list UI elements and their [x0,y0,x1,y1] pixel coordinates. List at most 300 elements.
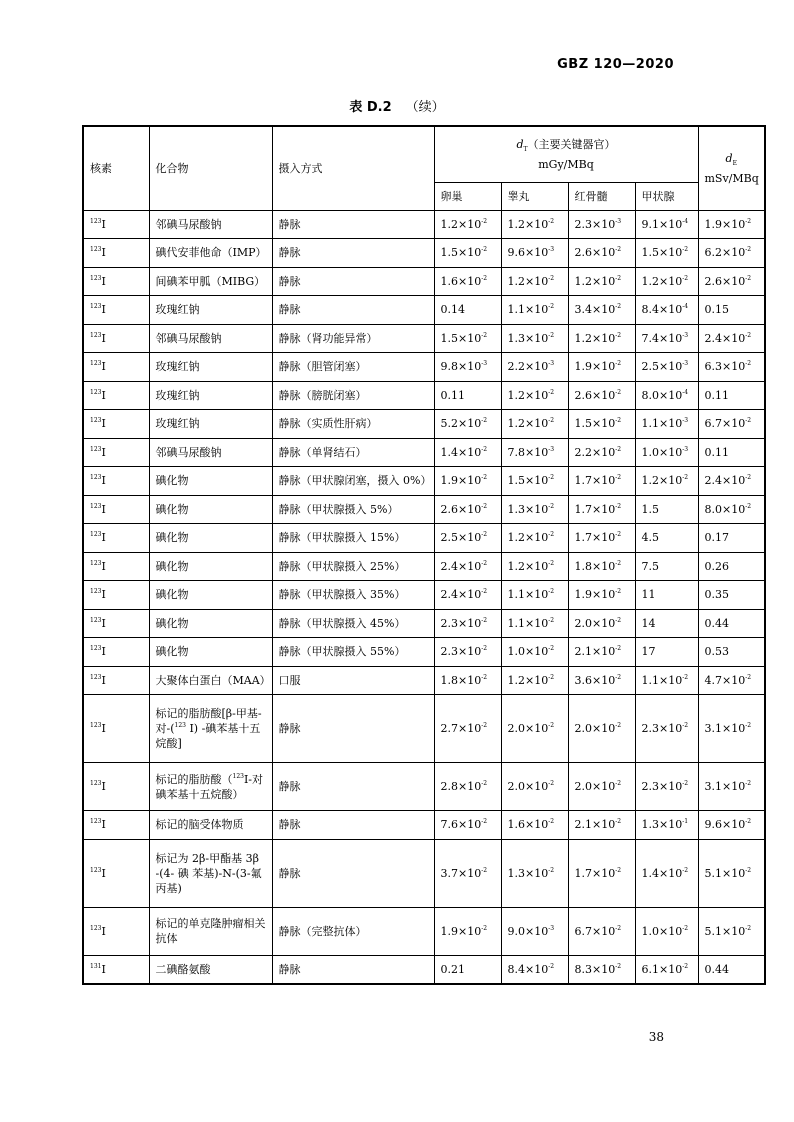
value-cell [434,839,501,907]
value-cell [635,467,698,496]
route-cell: 静脉（肾功能异常） [272,324,434,353]
table-row [83,695,765,763]
value-exponent: -2 [548,331,555,339]
value-exponent: -2 [615,331,622,339]
value-cell [501,495,568,524]
value-exponent: -2 [682,722,689,729]
compound-cell: 碘化物 [149,495,272,524]
value-cell [698,552,765,581]
value-exponent: -3 [548,360,555,368]
table-row [83,267,765,296]
value-mantissa: 1.2×10 [574,274,616,288]
value-cell [501,296,568,325]
route-cell: 静脉（甲状腺摄入 25%） [272,552,434,581]
value-cell [635,839,698,907]
nuclide-cell [83,666,149,695]
value-cell [568,907,635,955]
mass-number: 123 [90,417,102,425]
value-mantissa: 0.17 [704,531,729,545]
value-mantissa: 6.1×10 [641,962,683,976]
value-exponent: -3 [682,360,689,368]
value-exponent: -2 [745,780,752,787]
value-cell [434,296,501,325]
value-cell [568,210,635,239]
value-exponent: -2 [481,474,488,482]
value-mantissa: 7.6×10 [440,818,482,832]
value-mantissa: 2.0×10 [574,722,616,735]
value-mantissa: 6.2×10 [704,246,746,260]
dt-symbol: d [516,137,524,151]
value-exponent: -2 [745,331,752,339]
value-cell [698,695,765,763]
table-row [83,666,765,695]
value-mantissa: 1.2×10 [507,274,549,288]
value-mantissa: 1.6×10 [440,274,482,288]
nuclide-cell [83,410,149,439]
value-mantissa: 2.3×10 [641,722,683,735]
value-cell [501,239,568,268]
value-exponent: -2 [682,673,689,681]
table-row [83,811,765,840]
element-symbol: I [101,645,106,659]
value-cell [501,353,568,382]
route-cell: 静脉（甲状腺闭塞，摄入 0%） [272,467,434,496]
value-exponent: -2 [548,588,555,596]
value-cell [698,495,765,524]
element-symbol: I [101,818,106,832]
compound-cell: 邻碘马尿酸钠 [149,210,272,239]
route-cell: 静脉（胆管闭塞） [272,353,434,382]
mass-number: 123 [90,780,102,787]
nuclide-cell [83,839,149,907]
nuclide-cell [83,239,149,268]
value-exponent: -2 [615,502,622,510]
de-symbol: d [725,151,733,165]
value-mantissa: 3.4×10 [574,303,616,317]
value-cell [568,552,635,581]
nuclide-cell [83,495,149,524]
value-mantissa: 0.44 [704,616,729,630]
value-mantissa: 2.1×10 [574,645,616,659]
value-mantissa: 2.3×10 [440,616,482,630]
value-exponent: -2 [682,246,689,254]
value-mantissa: 2.1×10 [574,818,616,832]
table-row [83,763,765,811]
compound-cell: 玫瑰红钠 [149,381,272,410]
value-exponent: -2 [548,962,555,970]
value-mantissa: 3.1×10 [704,722,746,735]
nuclide-cell [83,438,149,467]
value-mantissa: 1.5×10 [574,417,616,431]
value-mantissa: 2.6×10 [440,502,482,516]
value-mantissa: 0.26 [704,559,729,573]
value-mantissa: 1.9×10 [440,924,482,938]
value-cell [434,763,501,811]
table-row [83,839,765,907]
value-exponent: -2 [682,274,689,282]
route-cell: 静脉（完整抗体） [272,907,434,955]
table-row [83,552,765,581]
value-mantissa: 11 [641,588,656,602]
value-cell [434,638,501,667]
value-mantissa: 1.0×10 [641,924,683,938]
value-exponent: -3 [615,217,622,225]
value-cell [568,955,635,984]
value-cell [568,495,635,524]
value-cell [501,438,568,467]
value-mantissa: 2.4×10 [704,331,746,345]
table-row [83,907,765,955]
mass-number: 123 [90,246,102,254]
value-exponent: -2 [481,559,488,567]
value-cell [635,353,698,382]
element-symbol: I [101,531,106,545]
value-exponent: -2 [481,217,488,225]
value-cell [698,638,765,667]
value-mantissa: 1.2×10 [507,217,549,231]
value-mantissa: 1.9×10 [574,360,616,374]
route-cell: 静脉（甲状腺摄入 45%） [272,609,434,638]
mass-number: 123 [90,673,102,681]
route-cell: 静脉（甲状腺摄入 5%） [272,495,434,524]
nuclide-cell [83,907,149,955]
value-cell [568,438,635,467]
mass-number: 123 [90,360,102,368]
value-mantissa: 0.11 [704,445,729,459]
compound-cell: 间碘苯甲胍（MIBG） [149,267,272,296]
value-cell [501,381,568,410]
route-cell: 静脉 [272,267,434,296]
value-cell [698,839,765,907]
table-row [83,524,765,553]
value-cell [434,324,501,353]
value-mantissa: 17 [641,645,656,659]
value-exponent: -2 [548,616,555,624]
value-cell [501,267,568,296]
value-mantissa: 1.8×10 [574,559,616,573]
compound-cell: 邻碘马尿酸钠 [149,324,272,353]
element-symbol: I [101,866,106,880]
value-exponent: -2 [548,474,555,482]
value-mantissa: 2.4×10 [704,474,746,488]
mass-number: 123 [90,818,102,826]
value-exponent: -2 [615,445,622,453]
value-mantissa: 1.5×10 [440,246,482,260]
value-exponent: -3 [548,246,555,254]
value-mantissa: 2.2×10 [574,445,616,459]
value-cell [635,267,698,296]
value-exponent: -2 [481,531,488,539]
nuclide-cell [83,524,149,553]
value-mantissa: 1.1×10 [507,616,549,630]
value-mantissa: 0.53 [704,645,729,659]
route-cell: 静脉（实质性肝病） [272,410,434,439]
compound-cell: 碘化物 [149,581,272,610]
table-row [83,381,765,410]
route-cell: 静脉（甲状腺摄入 15%） [272,524,434,553]
value-cell [635,638,698,667]
element-symbol: I [101,445,106,459]
value-mantissa: 1.2×10 [440,217,482,231]
value-mantissa: 1.3×10 [641,818,683,832]
mass-number: 123 [90,531,102,539]
element-symbol: I [101,722,106,735]
table-row [83,210,765,239]
value-cell [568,638,635,667]
value-exponent: -3 [682,445,689,453]
value-mantissa: 1.5×10 [641,246,683,260]
value-cell [434,467,501,496]
element-symbol: I [101,673,106,687]
value-cell [635,907,698,955]
value-mantissa: 6.7×10 [704,417,746,431]
value-cell [501,609,568,638]
route-cell: 静脉 [272,763,434,811]
table-row [83,495,765,524]
value-exponent: -2 [615,780,622,787]
value-exponent: -3 [548,924,555,932]
value-mantissa: 9.1×10 [641,217,683,231]
value-exponent: -2 [481,866,488,874]
value-cell [635,763,698,811]
value-mantissa: 2.2×10 [507,360,549,374]
table-caption [0,96,794,115]
value-mantissa: 3.1×10 [704,780,746,793]
route-cell: 静脉 [272,695,434,763]
value-exponent: -2 [548,274,555,282]
compound-cell: 碘化物 [149,552,272,581]
value-mantissa: 1.2×10 [507,673,549,687]
mass-number: 123 [90,217,102,225]
value-exponent: -4 [682,303,689,311]
value-mantissa: 1.8×10 [440,673,482,687]
value-cell [635,524,698,553]
value-mantissa: 1.5×10 [507,474,549,488]
table-row [83,955,765,984]
value-cell [434,695,501,763]
dt-title: （主要关键器官） [527,137,616,151]
value-exponent: -2 [745,722,752,729]
dose-coefficient-table [82,125,766,985]
compound-cell: 标记的脂肪酸[β-甲基-对-($^{123}$ I) -碘苯基十五烷酸] [149,695,272,763]
value-exponent: -2 [548,645,555,653]
header-thyroid: 甲状腺 [635,182,698,210]
value-exponent: -2 [615,962,622,970]
table-row [83,296,765,325]
value-cell [698,324,765,353]
value-exponent: -2 [745,274,752,282]
value-mantissa: 2.6×10 [574,246,616,260]
value-cell [501,955,568,984]
compound-cell: 玫瑰红钠 [149,353,272,382]
element-symbol: I [101,962,106,976]
compound-cell: 玫瑰红钠 [149,296,272,325]
value-exponent: -2 [481,924,488,932]
element-symbol: I [101,417,106,431]
element-symbol: I [101,616,106,630]
page-number: 38 [648,1030,664,1044]
compound-cell: 标记的单克隆肿瘤相关抗体 [149,907,272,955]
value-cell [698,524,765,553]
value-mantissa: 8.3×10 [574,962,616,976]
nuclide-cell [83,467,149,496]
table-row [83,609,765,638]
value-exponent: -2 [615,474,622,482]
value-mantissa: 1.9×10 [704,217,746,231]
value-cell [434,381,501,410]
value-exponent: -2 [548,531,555,539]
value-cell [501,524,568,553]
value-cell [698,581,765,610]
element-symbol: I [101,274,106,288]
value-exponent: -2 [481,417,488,425]
value-exponent: -2 [548,673,555,681]
value-cell [635,811,698,840]
value-mantissa: 4.5 [641,531,659,545]
value-cell [568,296,635,325]
value-cell [698,666,765,695]
route-cell: 口服 [272,666,434,695]
value-mantissa: 1.2×10 [507,559,549,573]
value-exponent: -2 [481,331,488,339]
value-cell [568,353,635,382]
value-cell [434,353,501,382]
table-row [83,467,765,496]
element-symbol: I [101,559,106,573]
value-mantissa: 1.6×10 [507,818,549,832]
value-cell [501,907,568,955]
value-exponent: -2 [615,388,622,396]
value-exponent: -2 [481,780,488,787]
value-mantissa: 1.4×10 [641,866,683,880]
value-exponent: -2 [615,559,622,567]
value-exponent: -2 [615,673,622,681]
element-symbol: I [101,246,106,260]
value-mantissa: 1.1×10 [641,417,683,431]
value-exponent: -2 [548,780,555,787]
value-mantissa: 8.4×10 [507,962,549,976]
table-row [83,239,765,268]
nuclide-cell [83,324,149,353]
value-exponent: -2 [481,445,488,453]
nuclide-cell [83,638,149,667]
value-mantissa: 6.3×10 [704,360,746,374]
value-exponent: -3 [481,360,488,368]
value-cell [698,381,765,410]
value-exponent: -3 [548,445,555,453]
value-cell [501,552,568,581]
value-cell [501,763,568,811]
value-mantissa: 7.4×10 [641,331,683,345]
value-exponent: -2 [682,866,689,874]
element-symbol: I [101,502,106,516]
value-cell [501,410,568,439]
value-mantissa: 4.7×10 [704,673,746,687]
value-exponent: -2 [615,246,622,254]
element-symbol: I [101,331,106,345]
value-exponent: -2 [481,502,488,510]
compound-cell: 大聚体白蛋白（MAA） [149,666,272,695]
value-cell [501,811,568,840]
value-exponent: -2 [745,818,752,826]
value-exponent: -2 [548,388,555,396]
nuclide-cell [83,381,149,410]
value-exponent: -2 [745,502,752,510]
value-cell [568,267,635,296]
value-exponent: -2 [615,924,622,932]
value-exponent: -3 [682,331,689,339]
value-mantissa: 2.4×10 [440,559,482,573]
value-exponent: -2 [615,616,622,624]
value-mantissa: 0.11 [440,388,465,402]
value-cell [434,609,501,638]
value-exponent: -4 [682,388,689,396]
value-exponent: -2 [481,274,488,282]
value-mantissa: 7.5 [641,559,659,573]
nuclide-cell [83,609,149,638]
mass-number: 123 [90,502,102,510]
compound-cell: 标记为 2β-甲酯基 3β -(4- 碘 苯基)-N-(3-氟丙基) [149,839,272,907]
value-exponent: -2 [481,616,488,624]
value-exponent: -2 [548,722,555,729]
value-cell [635,955,698,984]
value-cell [635,438,698,467]
nuclide-cell [83,695,149,763]
element-symbol: I [101,388,106,402]
value-exponent: -2 [745,360,752,368]
value-cell [501,467,568,496]
value-exponent: -2 [745,866,752,874]
value-cell [698,907,765,955]
value-cell [698,296,765,325]
header-route: 摄入方式 [272,126,434,210]
table-row [83,581,765,610]
value-exponent: -2 [481,645,488,653]
value-cell [434,239,501,268]
value-exponent: -2 [745,217,752,225]
value-mantissa: 1.5 [641,502,659,516]
value-cell [698,763,765,811]
value-exponent: -2 [615,531,622,539]
value-cell [635,239,698,268]
element-symbol: I [101,780,106,793]
mass-number: 123 [90,274,102,282]
value-exponent: -2 [548,866,555,874]
header-organ-dose [434,126,698,182]
value-exponent: -2 [548,417,555,425]
value-mantissa: 6.7×10 [574,924,616,938]
compound-cell: 二碘酪氨酸 [149,955,272,984]
value-mantissa: 9.0×10 [507,924,549,938]
value-exponent: -2 [615,722,622,729]
value-cell [568,763,635,811]
mass-number: 123 [90,924,102,932]
value-cell [698,811,765,840]
value-cell [635,552,698,581]
value-mantissa: 1.3×10 [507,502,549,516]
compound-cell: 碘化物 [149,609,272,638]
value-mantissa: 1.3×10 [507,331,549,345]
mass-number: 123 [90,645,102,653]
value-mantissa: 8.4×10 [641,303,683,317]
compound-cell: 碘化物 [149,467,272,496]
value-mantissa: 1.2×10 [641,474,683,488]
value-exponent: -2 [615,417,622,425]
value-cell [635,581,698,610]
value-cell [698,955,765,984]
value-cell [568,381,635,410]
value-exponent: -1 [682,818,689,826]
